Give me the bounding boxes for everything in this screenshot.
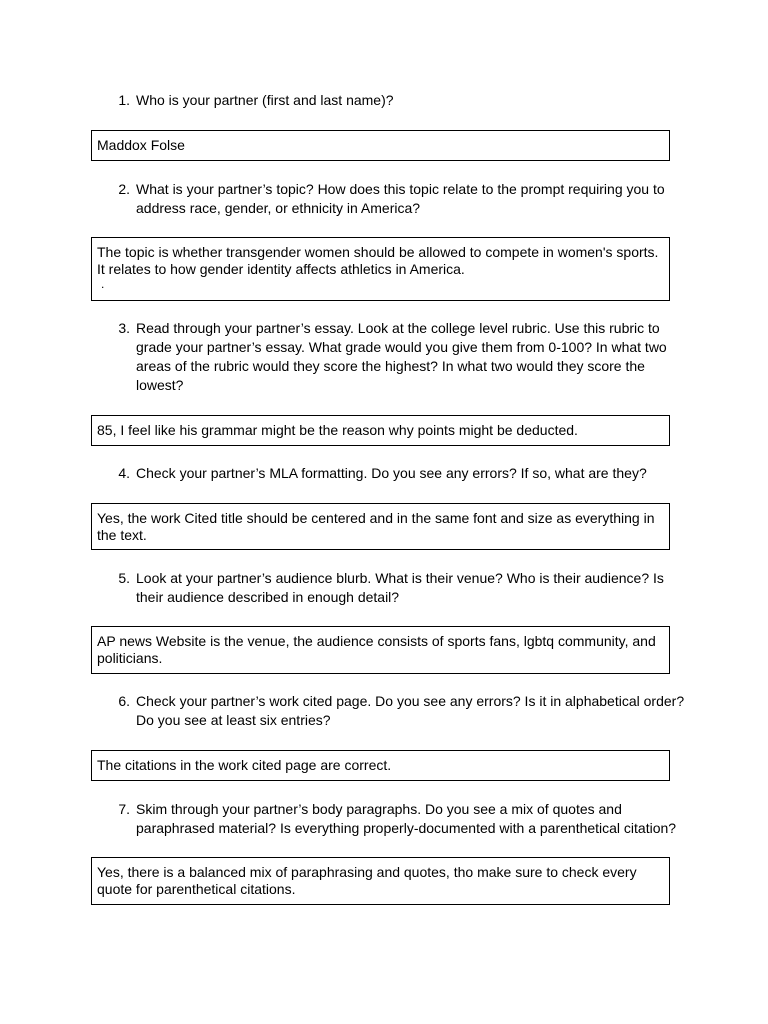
question-text: Skim through your partner’s body paragraphs. Do you see a mix of quotes and paraphrased material? Is everything properly-documented with a parenthetical citation? <box>136 801 677 836</box>
question-number: 1. <box>118 92 130 108</box>
answer-text: Yes, the work Cited title should be centered and in the same font and size as everything in the text. <box>97 510 655 543</box>
question-text: Check your partner’s work cited page. Do you see any errors? Is it in alphabetical order? Do you see at least six entries? <box>136 693 685 728</box>
answer-box-1[interactable] <box>91 130 670 161</box>
question-2 <box>110 180 690 218</box>
question-text: Read through your partner’s essay. Look at the college level rubric. Use this rubric to grade your partner’s essay. What grade would you give them from 0-100? In what two areas of the rubric would they score the highest? In what two would they score the lowest? <box>136 320 667 393</box>
question-4 <box>110 464 690 483</box>
answer-box-2[interactable] <box>91 237 670 301</box>
answer-box-3[interactable] <box>91 415 670 446</box>
answer-text: 85, I feel like his grammar might be the reason why points might be deducted. <box>97 422 578 438</box>
question-text: Look at your partner’s audience blurb. What is their venue? Who is their audience? Is their audience described in enough detail? <box>136 570 664 605</box>
question-text: What is your partner’s topic? How does this topic relate to the prompt requiring you to address race, gender, or ethnicity in America? <box>136 181 665 216</box>
question-text: Who is your partner (first and last name)? <box>136 92 394 108</box>
answer-text: Maddox Folse <box>97 137 185 153</box>
answer-text: Yes, there is a balanced mix of paraphrasing and quotes, tho make sure to check every quote for parenthetical citations. <box>97 864 637 897</box>
question-text: Check your partner’s MLA formatting. Do you see any errors? If so, what are they? <box>136 465 647 481</box>
answer-text: AP news Website is the venue, the audience consists of sports fans, lgbtq community, and politicians. <box>97 633 656 666</box>
answer-text: The topic is whether transgender women should be allowed to compete in women's sports. It relates to how gender identity affects athletics in America. <box>97 244 659 277</box>
question-number: 4. <box>118 465 130 481</box>
question-number: 6. <box>118 693 130 709</box>
answer-extra-text: . <box>101 277 105 291</box>
question-number: 7. <box>118 801 130 817</box>
question-1 <box>110 91 690 110</box>
question-7 <box>110 800 690 838</box>
question-3 <box>110 319 690 395</box>
answer-box-5[interactable] <box>91 626 670 674</box>
answer-box-7[interactable] <box>91 857 670 905</box>
question-5 <box>110 569 690 607</box>
question-number: 2. <box>118 181 130 197</box>
answer-box-6[interactable] <box>91 750 670 781</box>
question-number: 5. <box>118 570 130 586</box>
answer-box-4[interactable] <box>91 503 670 550</box>
question-6 <box>110 692 690 730</box>
question-number: 3. <box>118 320 130 336</box>
answer-text: The citations in the work cited page are correct. <box>97 757 392 773</box>
